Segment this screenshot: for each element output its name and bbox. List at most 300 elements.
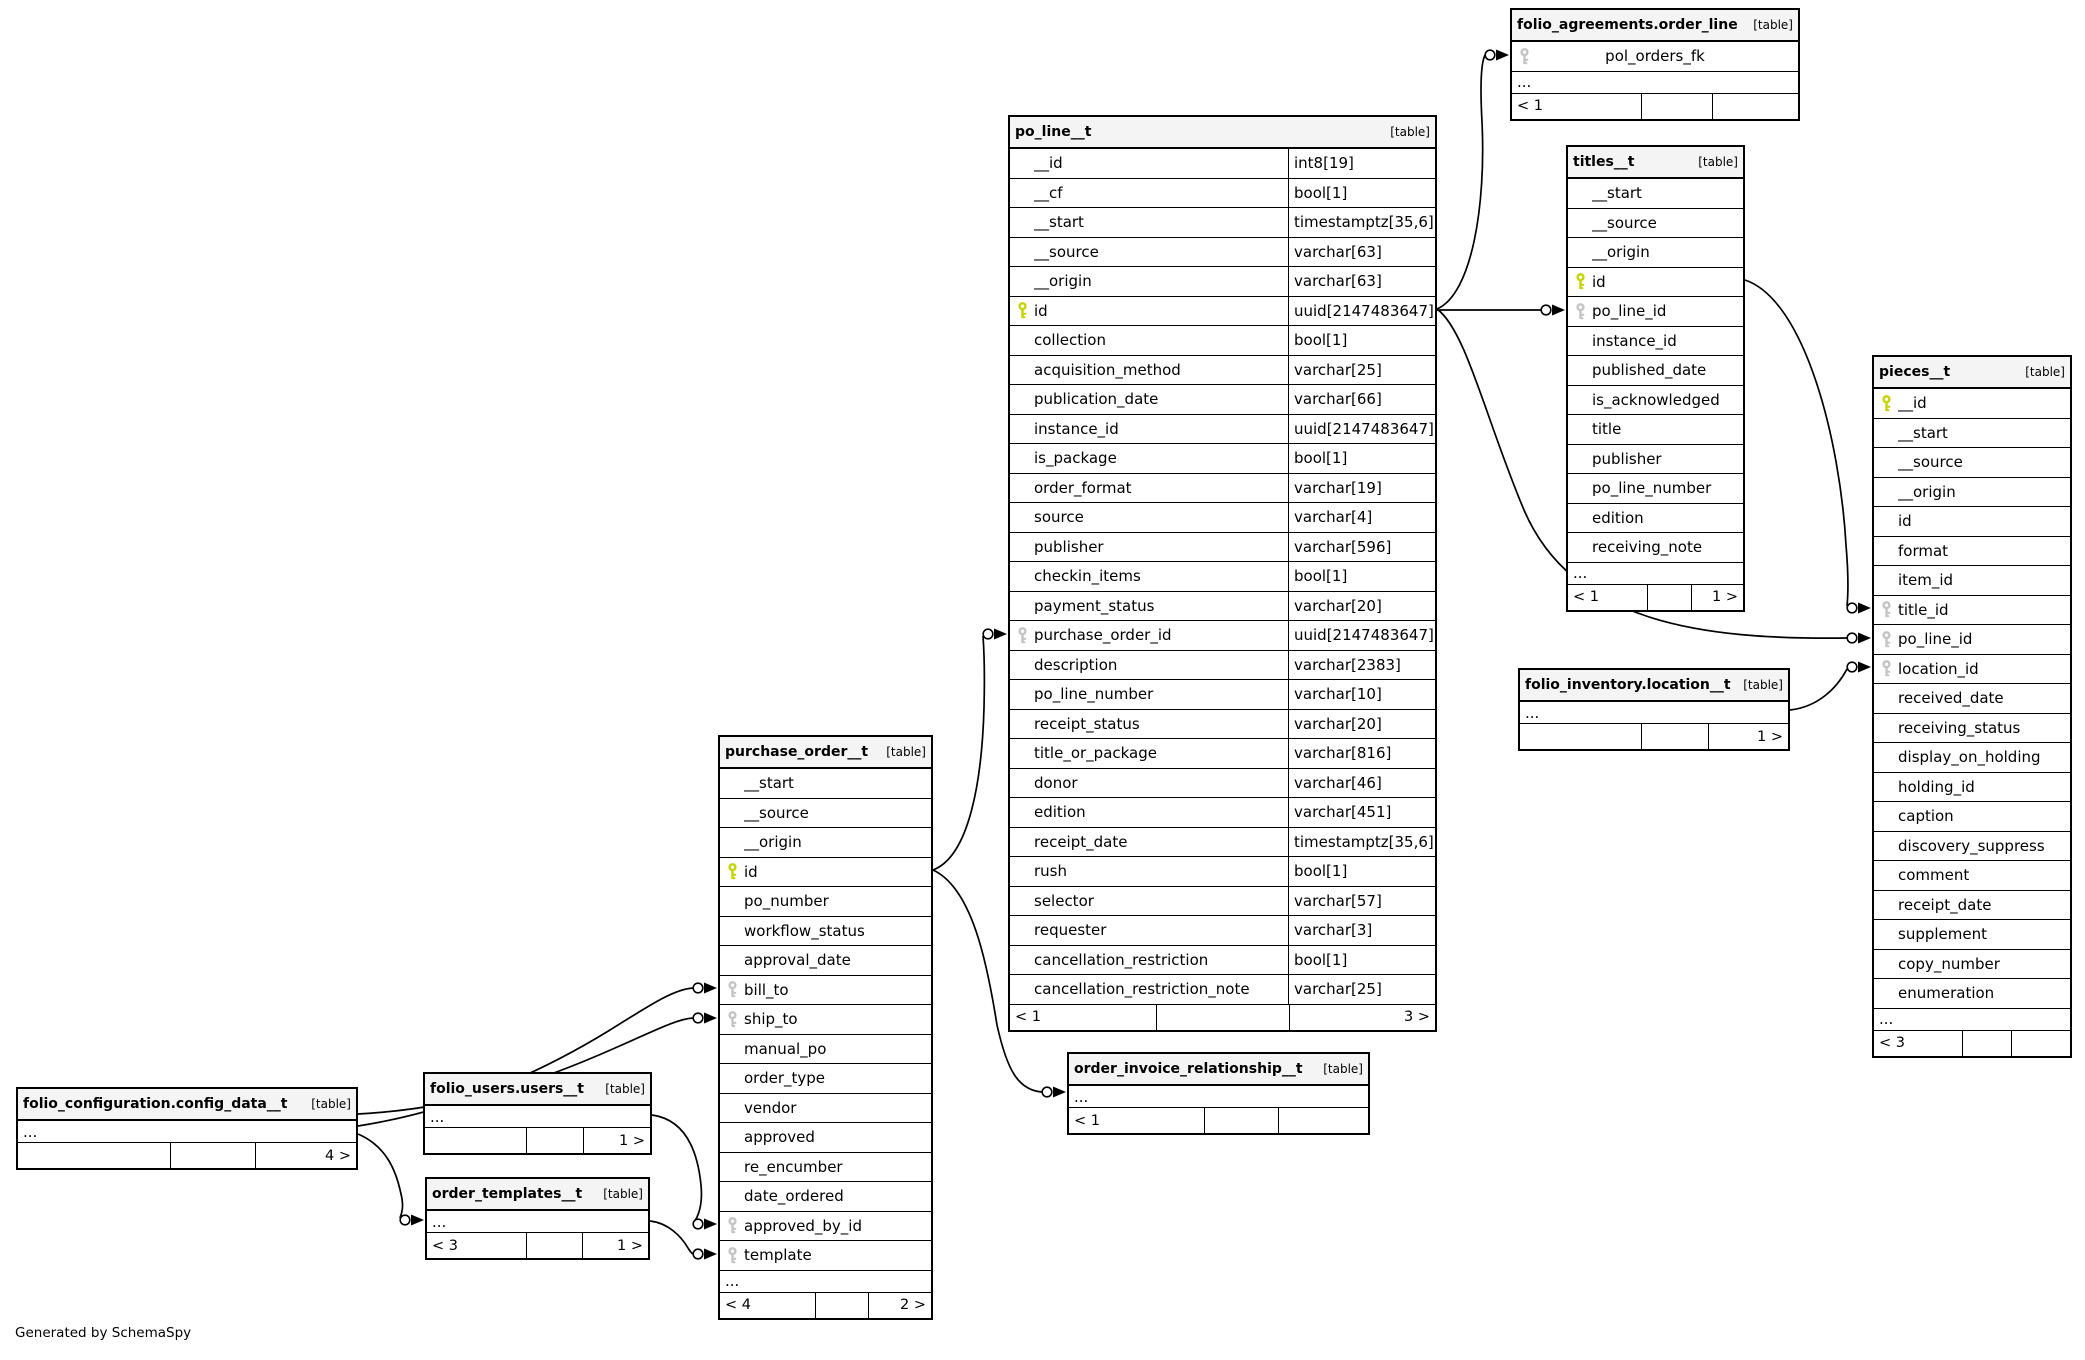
column-name: format [1898,541,1949,560]
column-row [720,1123,931,1153]
footer-children-count: 1 > [583,1128,651,1153]
hidden-columns-ellipsis: ... [720,1271,931,1293]
column-type: varchar[3] [1288,916,1435,945]
column-row [720,1241,931,1271]
footer-children-count: 4 > [255,1143,356,1168]
table-footer [1568,585,1743,610]
column-type: varchar[596] [1288,533,1435,562]
column-row [1874,832,2070,862]
column-name: __start [1034,213,1084,232]
table-title[interactable]: pieces__t [1879,364,1951,380]
column-name: instance_id [1034,419,1119,438]
footer-spacer [1156,1005,1289,1030]
column-name: collection [1034,331,1106,350]
column-row [1874,743,2070,773]
fk-endpoint-marker [693,983,717,994]
column-type: varchar[25] [1288,356,1435,385]
column-name: ship_to [744,1010,798,1029]
column-name: source [1034,508,1084,527]
column-name: enumeration [1898,984,1995,1003]
column-type: timestamptz[35,6] [1288,828,1435,857]
footer-children-count [2011,1031,2070,1056]
column-row [720,769,931,799]
footer-spacer [1641,724,1708,749]
column-row [1010,385,1435,415]
table-folio-configuration-config-data-t [16,1087,358,1170]
column-row [1568,179,1743,209]
column-row [1874,950,2070,980]
column-name: po_line_number [1592,479,1712,498]
column-name: order_format [1034,478,1132,497]
column-row [720,828,931,858]
table-badge: [table] [2025,365,2065,379]
fk-endpoint-marker [693,1013,717,1024]
column-row [720,976,931,1006]
foreign-key-icon [720,981,744,998]
footer-children-count: 1 > [1691,585,1744,610]
footer-parents-count: < 1 [1573,589,1599,605]
column-name: caption [1898,807,1954,826]
column-type: varchar[66] [1288,385,1435,414]
table-title[interactable]: po_line__t [1015,124,1092,140]
column-type: bool[1] [1288,326,1435,355]
fk-endpoint-marker [1847,633,1871,644]
table-badge: [table] [1698,155,1738,169]
column-row [1874,920,2070,950]
column-type: varchar[63] [1288,267,1435,296]
column-name: __origin [1592,243,1650,262]
column-row [1010,798,1435,828]
footer-parents-count [1520,724,1641,749]
column-name: receipt_status [1034,714,1140,733]
column-name: publisher [1034,537,1104,556]
column-name: pol_orders_fk [1605,47,1705,66]
table-title[interactable]: order_invoice_relationship__t [1074,1061,1303,1077]
table-header [1010,117,1435,149]
rel-config-order_templates [358,1134,403,1218]
column-row [1874,448,2070,478]
footer-spacer [526,1128,582,1153]
column-name: vendor [744,1098,797,1117]
column-type: timestamptz[35,6] [1288,208,1435,237]
footer-parents-count: < 3 [1879,1035,1905,1051]
column-name: receiving_status [1898,718,2021,737]
table-po-line-t [1008,115,1437,1032]
column-type: varchar[19] [1288,474,1435,503]
column-row [1568,504,1743,534]
column-name: receipt_date [1034,832,1128,851]
column-name: comment [1898,866,1970,885]
column-name: publication_date [1034,390,1159,409]
column-name: __start [744,774,794,793]
table-footer [427,1233,648,1258]
column-row [1010,857,1435,887]
column-name: date_ordered [744,1187,844,1206]
column-name: edition [1034,803,1086,822]
column-row [1010,769,1435,799]
column-name: manual_po [744,1039,827,1058]
column-name: id [1592,272,1606,291]
column-type: bool[1] [1288,857,1435,886]
column-row [1010,621,1435,651]
column-row [1010,680,1435,710]
column-name: title_id [1898,600,1949,619]
column-name: __source [1592,213,1657,232]
hidden-columns-ellipsis: ... [427,1211,648,1233]
column-row [720,1005,931,1035]
fk-endpoint-marker [693,1249,717,1260]
column-row [1568,386,1743,416]
column-name: acquisition_method [1034,360,1181,379]
footer-parents-count [18,1143,170,1168]
foreign-key-icon [1874,631,1898,648]
fk-endpoint-marker [1541,305,1565,316]
column-type: varchar[20] [1288,592,1435,621]
table-header [427,1179,648,1211]
column-type: bool[1] [1288,562,1435,591]
column-row [1010,474,1435,504]
column-type: varchar[20] [1288,710,1435,739]
column-row [1010,562,1435,592]
column-row [1010,887,1435,917]
table-badge: [table] [311,1097,351,1111]
footer-children-count [1278,1108,1368,1133]
column-name: supplement [1898,925,1987,944]
column-row [1568,445,1743,475]
column-row [1874,566,2070,596]
column-name: donor [1034,773,1078,792]
footer-spacer [1647,585,1691,610]
table-purchase-order-t [718,735,933,1320]
column-row [720,887,931,917]
column-row [1010,179,1435,209]
column-row [1010,503,1435,533]
table-folio-agreements-order-line [1510,8,1800,121]
table-titles-t [1566,145,1745,612]
footer-parents-count: < 1 [1517,98,1543,114]
table-header [1520,670,1788,702]
footer-spacer [526,1233,581,1258]
column-name: is_package [1034,449,1117,468]
hidden-columns-ellipsis: ... [1512,72,1798,94]
table-footer [1520,724,1788,749]
table-footer [1010,1005,1435,1030]
column-name: approved_by_id [744,1216,862,1235]
column-name: id [1898,512,1912,531]
footer-parents-count: < 3 [432,1237,458,1254]
table-footer [1069,1108,1368,1133]
column-name: __start [1592,184,1642,203]
table-title[interactable]: order_templates__t [432,1186,583,1202]
footer-parents-count: < 4 [725,1297,751,1313]
column-row [1874,596,2070,626]
column-row [1010,739,1435,769]
foreign-key-icon [1874,660,1898,677]
column-row [1010,651,1435,681]
column-row [1568,356,1743,386]
column-row [720,1153,931,1183]
hidden-columns-ellipsis: ... [1520,702,1788,724]
column-name: location_id [1898,659,1979,678]
column-row [1010,946,1435,976]
foreign-key-icon [1568,303,1592,320]
column-row [1874,537,2070,567]
table-badge: [table] [1743,678,1783,692]
primary-key-icon [720,863,744,880]
column-name: approved [744,1128,815,1147]
column-name: __origin [744,833,802,852]
footer-children-count: 1 > [1708,724,1788,749]
footer-spacer [815,1293,868,1318]
column-name: po_line_number [1034,685,1154,704]
footer-children-count: 3 > [1289,1005,1435,1030]
column-name: workflow_status [744,921,865,940]
column-row [720,799,931,829]
hidden-columns-ellipsis: ... [1568,563,1743,585]
column-row [1874,714,2070,744]
rel-users-approved_by [652,1115,701,1223]
generator-credit: Generated by SchemaSpy [15,1325,192,1341]
column-name: __start [1898,423,1948,442]
table-pieces-t [1872,355,2072,1058]
table-footer [425,1128,650,1153]
column-row [1568,268,1743,298]
column-row [1568,327,1743,357]
column-name: rush [1034,862,1067,881]
column-name: selector [1034,891,1094,910]
column-type: varchar[2383] [1288,651,1435,680]
footer-spacer [1641,94,1713,119]
column-name: requester [1034,921,1107,940]
column-type: uuid[2147483647] [1288,415,1435,444]
table-title[interactable]: folio_users.users__t [430,1081,584,1097]
column-name: id [744,862,758,881]
column-row [1010,975,1435,1005]
column-row [1010,326,1435,356]
column-name: po_number [744,892,829,911]
column-row [720,1094,931,1124]
column-name: __id [1898,394,1927,413]
column-row [720,917,931,947]
rel-purchase_order-po_line [933,636,984,870]
column-name: item_id [1898,571,1954,590]
table-header [1069,1054,1368,1086]
footer-spacer [170,1143,255,1168]
table-footer [1512,94,1798,119]
footer-parents-count [425,1128,526,1153]
column-type: uuid[2147483647] [1288,621,1435,650]
foreign-key-icon [1010,627,1034,644]
column-row [1874,861,2070,891]
column-name: po_line_id [1898,630,1973,649]
column-name: __cf [1034,183,1063,202]
column-row [720,1212,931,1242]
column-name: is_acknowledged [1592,390,1720,409]
column-type: varchar[451] [1288,798,1435,827]
column-name: __source [1034,242,1099,261]
column-row [1568,474,1743,504]
foreign-key-icon [1874,601,1898,618]
footer-children-count: 2 > [868,1293,931,1318]
footer-spacer [1962,1031,2011,1056]
column-row [1010,592,1435,622]
foreign-key-icon [720,1247,744,1264]
table-title[interactable]: folio_inventory.location__t [1525,677,1731,693]
column-row [1874,802,2070,832]
column-name: checkin_items [1034,567,1141,586]
column-type: varchar[4] [1288,503,1435,532]
rel-order_templates-template [650,1221,693,1254]
column-row [1010,238,1435,268]
fk-endpoint-marker [693,1219,717,1230]
table-title[interactable]: titles__t [1573,154,1635,170]
column-name: __source [1898,453,1963,472]
primary-key-icon [1568,273,1592,290]
footer-spacer [1204,1108,1279,1133]
table-footer [1874,1031,2070,1056]
column-row [1874,684,2070,714]
column-name: received_date [1898,689,2004,708]
rel-location-pieces [1790,669,1847,710]
table-order-templates-t [425,1177,650,1260]
column-type: varchar[816] [1288,739,1435,768]
column-name: instance_id [1592,331,1677,350]
table-badge: [table] [1390,125,1430,139]
hidden-columns-ellipsis: ... [1069,1086,1368,1108]
fk-endpoint-marker [1847,662,1871,673]
column-row [720,1064,931,1094]
column-row [1874,389,2070,419]
column-name: receipt_date [1898,895,1992,914]
fk-endpoint-marker [1042,1087,1066,1098]
column-name: title [1592,420,1622,439]
column-name: edition [1592,508,1644,527]
footer-children-count: 1 > [582,1233,648,1258]
column-type: int8[19] [1288,149,1435,178]
column-row [1874,979,2070,1009]
footer-parents-count: < 1 [1074,1112,1100,1129]
column-name: po_line_id [1592,302,1667,321]
column-row [1010,444,1435,474]
table-footer [18,1143,356,1168]
column-row [1568,297,1743,327]
column-row [1874,507,2070,537]
column-type: bool[1] [1288,179,1435,208]
column-name: cancellation_restriction_note [1034,980,1250,999]
column-row [1568,415,1743,445]
primary-key-icon [1010,302,1034,319]
hidden-columns-ellipsis: ... [1874,1009,2070,1031]
column-name: cancellation_restriction [1034,950,1209,969]
column-name: discovery_suppress [1898,836,2045,855]
table-badge: [table] [605,1082,645,1096]
fk-endpoint-marker [400,1215,424,1226]
column-type: bool[1] [1288,444,1435,473]
column-row [1512,42,1798,72]
table-folio-inventory-location-t [1518,668,1790,751]
column-row [1568,209,1743,239]
fk-endpoint-marker [983,629,1007,640]
column-name: publisher [1592,449,1662,468]
table-badge: [table] [1753,18,1793,32]
column-row [1874,478,2070,508]
table-title[interactable]: folio_configuration.config_data__t [23,1096,288,1112]
table-header [1874,357,2070,389]
column-name: copy_number [1898,954,2000,973]
column-row [1568,238,1743,268]
column-type: varchar[63] [1288,238,1435,267]
column-row [1010,916,1435,946]
column-row [720,946,931,976]
column-name: order_type [744,1069,826,1088]
column-name: published_date [1592,361,1707,380]
column-row [1874,655,2070,685]
column-row [1568,533,1743,563]
table-order-invoice-relationship-t [1067,1052,1370,1135]
column-name: approval_date [744,951,851,970]
column-name: holding_id [1898,777,1975,796]
column-name: description [1034,655,1118,674]
hidden-columns-ellipsis: ... [18,1121,356,1143]
column-type: bool[1] [1288,946,1435,975]
column-row [1874,625,2070,655]
column-name: payment_status [1034,596,1155,615]
foreign-key-icon [720,1011,744,1028]
column-name: template [744,1246,812,1265]
column-row [1874,891,2070,921]
table-header [18,1089,356,1121]
footer-children-count [1712,94,1798,119]
column-row [1010,208,1435,238]
column-row [720,1182,931,1212]
table-footer [720,1293,931,1318]
column-type: uuid[2147483647] [1288,297,1435,326]
table-badge: [table] [886,745,926,759]
column-row [1010,149,1435,179]
fk-endpoint-marker [1847,603,1871,614]
column-row [1874,773,2070,803]
column-row [1874,419,2070,449]
column-name: receiving_note [1592,538,1703,557]
column-row [1010,710,1435,740]
column-type: varchar[10] [1288,680,1435,709]
table-header [1512,10,1798,42]
rel-titles-pieces [1745,280,1848,606]
footer-parents-count: < 1 [1015,1009,1041,1025]
column-row [720,858,931,888]
column-row [1010,533,1435,563]
primary-key-icon [1874,395,1898,412]
column-row [1010,267,1435,297]
column-row [1010,356,1435,386]
column-name: re_encumber [744,1157,843,1176]
column-name: __origin [1034,272,1092,291]
column-type: varchar[57] [1288,887,1435,916]
table-header [720,737,931,769]
column-name: id [1034,301,1048,320]
column-type: varchar[25] [1288,975,1435,1004]
foreign-key-icon [720,1217,744,1234]
column-name: __origin [1898,482,1956,501]
column-name: title_or_package [1034,744,1157,763]
table-folio-users-users-t [423,1072,652,1155]
rel-po_line-order_line [1437,55,1485,309]
column-row [720,1035,931,1065]
column-name: __id [1034,154,1063,173]
table-title[interactable]: purchase_order__t [725,744,869,760]
column-name: bill_to [744,980,789,999]
table-title[interactable]: folio_agreements.order_line [1517,17,1738,33]
